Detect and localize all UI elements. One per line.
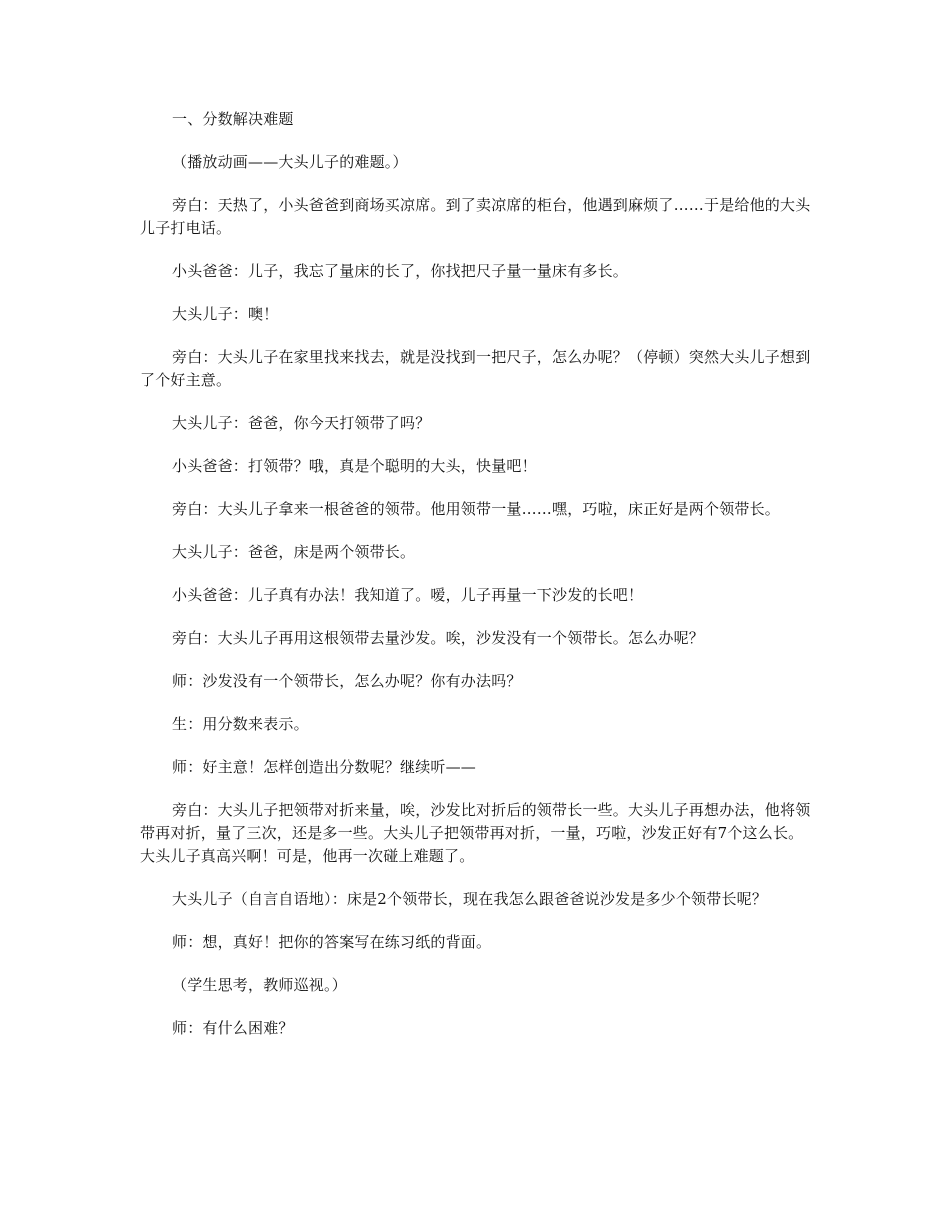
narration-paragraph: 旁白：大头儿子把领带对折来量，唉，沙发比对折后的领带长一些。大头儿子再想办法，他将领带再对折，量了三次，还是多一些。大头儿子把领带再对折，一量，巧啦，沙发正好有7个这么长。大头儿子真高兴啊！可是，他再一次碰上难题了。: [140, 801, 811, 865]
dialogue-line: 师：好主意！怎样创造出分数呢？继续听——: [172, 758, 477, 776]
dialogue-line: 师：有什么困难？: [172, 1019, 294, 1037]
dialogue-line: 师：想，真好！把你的答案写在练习纸的背面。: [172, 933, 492, 951]
dialogue-line: 小头爸爸：儿子，我忘了量床的长了，你找把尺子量一量床有多长。: [172, 262, 629, 280]
section-heading: 一、分数解决难题: [172, 110, 294, 128]
dialogue-line: 大头儿子：爸爸，床是两个领带长。: [172, 543, 416, 561]
dialogue-line: 大头儿子：爸爸，你今天打领带了吗？: [172, 414, 431, 432]
dialogue-line: 大头儿子：噢！: [172, 305, 279, 323]
dialogue-line: 师：沙发没有一个领带长，怎么办呢？你有办法吗？: [172, 672, 522, 690]
dialogue-line: 生：用分数来表示。: [172, 715, 309, 733]
dialogue-line: 大头儿子（自言自语地）：床是2个领带长，现在我怎么跟爸爸说沙发是多少个领带长呢？: [172, 890, 768, 908]
dialogue-line: 小头爸爸：打领带？哦，真是个聪明的大头，快量吧！: [172, 457, 537, 475]
dialogue-line: 小头爸爸：儿子真有办法！我知道了。嗳，儿子再量一下沙发的长吧！: [172, 586, 644, 604]
document-body: [140, 108, 812, 1060]
narration-paragraph: 旁白：大头儿子在家里找来找去，就是没找到一把尺子，怎么办呢？（停顿）突然大头儿子想到了个好主意。: [140, 348, 811, 389]
narration-paragraph: 旁白：天热了，小头爸爸到商场买凉席。到了卖凉席的柜台，他遇到麻烦了……于是给他的大头儿子打电话。: [140, 196, 811, 237]
stage-direction: （播放动画——大头儿子的难题。）: [172, 153, 408, 171]
narration-paragraph: 旁白：大头儿子拿来一根爸爸的领带。他用领带一量……嘿，巧啦，床正好是两个领带长。: [172, 500, 781, 518]
narration-paragraph: 旁白：大头儿子再用这根领带去量沙发。唉，沙发没有一个领带长。怎么办呢？: [172, 629, 705, 647]
stage-direction: （学生思考，教师巡视。）: [172, 976, 347, 994]
